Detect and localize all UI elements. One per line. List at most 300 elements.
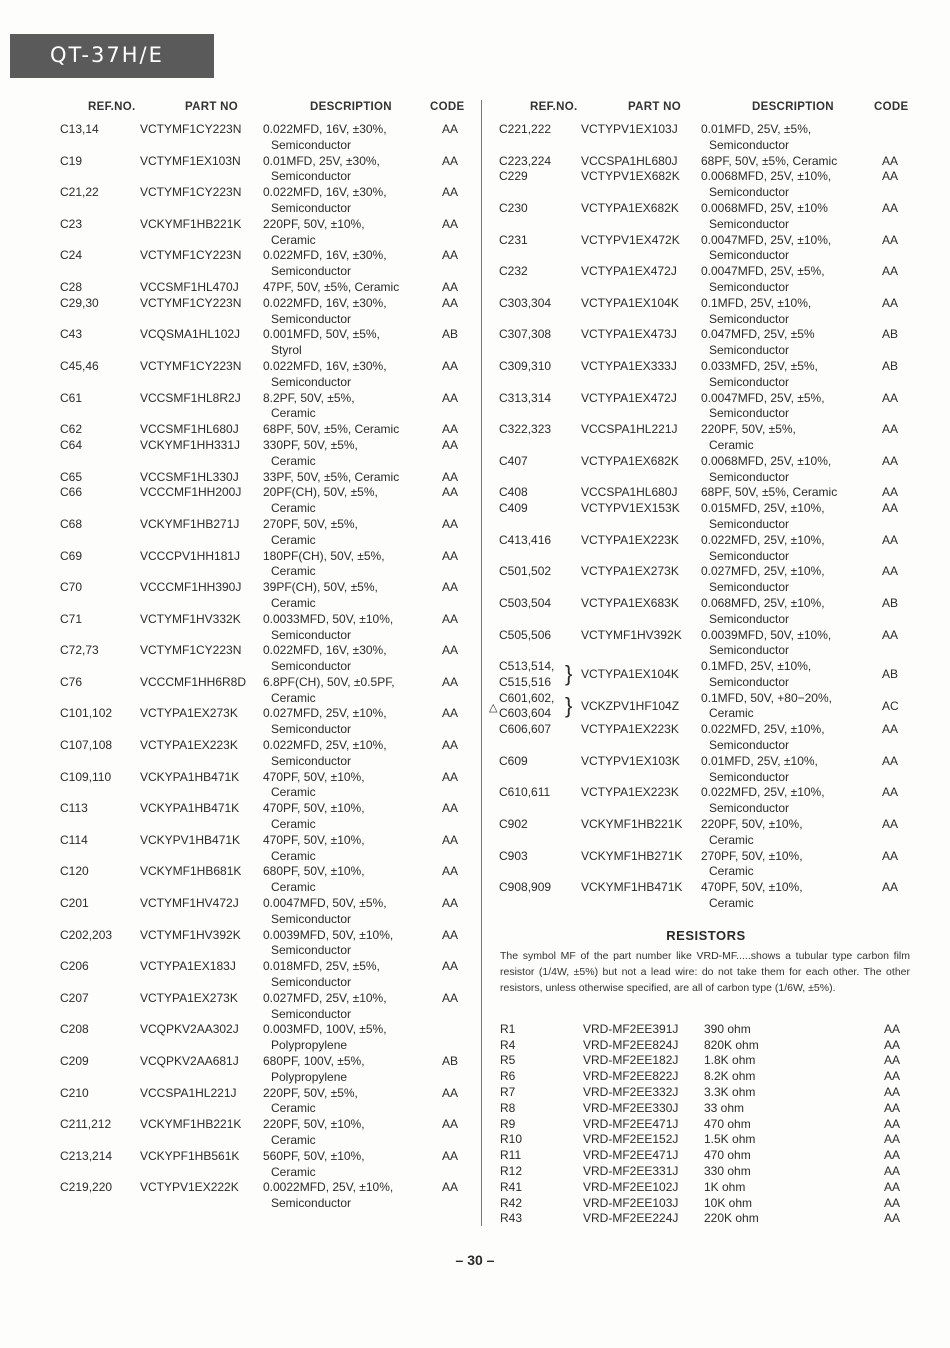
description: 0.0039MFD, 50V, ±10%, — [263, 927, 394, 942]
code: AA — [884, 1148, 901, 1163]
table-row — [58, 1054, 472, 1086]
part-no: VRD-MF2EE391J — [583, 1021, 679, 1036]
part-no: VCCSMF1HL470J — [140, 279, 239, 294]
description: 39PF(CH), 50V, ±5%, — [263, 580, 378, 595]
part-no: VCTYMF1CY223N — [140, 122, 242, 136]
ref-no: R1 — [500, 1021, 516, 1036]
table-row — [496, 659, 916, 691]
description-line2: Ceramic — [271, 690, 316, 705]
description-line2: Semiconductor — [709, 548, 790, 563]
table-row — [58, 896, 472, 928]
part-no: VCKYMF1HB471K — [581, 880, 683, 895]
part-no: VCTYMF1HV392K — [581, 627, 682, 642]
code: AA — [882, 485, 899, 500]
ref-no: C505,506 — [499, 627, 552, 642]
ref-no: R8 — [500, 1100, 516, 1115]
ref-no: C908,909 — [499, 880, 552, 895]
parts-list-right — [489, 122, 916, 912]
description: 470PF, 50V, ±10%, — [701, 880, 803, 895]
description: 0.1MFD, 25V, ±10%, — [701, 659, 812, 674]
model-badge: QT-37H/E — [10, 34, 214, 78]
part-no: VCTYPV1EX103K — [581, 753, 680, 768]
ref-no: C606,607 — [499, 722, 552, 737]
description: 0.027MFD, 25V, ±10%, — [701, 564, 825, 579]
code: AA — [442, 122, 459, 136]
description-line2: Ceramic — [271, 817, 316, 832]
part-no: VCTYPA1EX183J — [140, 959, 236, 974]
ref-no: R7 — [500, 1085, 516, 1100]
table-row — [58, 928, 472, 960]
description: 0.022MFD, 25V, ±10%, — [701, 785, 825, 800]
ref-no: C219,220 — [60, 1180, 113, 1195]
description: 1.8K ohm — [704, 1053, 756, 1068]
description-line2: Semiconductor — [271, 943, 352, 958]
description: 0.022MFD, 16V, ±30%, — [263, 122, 387, 136]
header-desc: DESCRIPTION — [310, 101, 392, 113]
description-line2: Semiconductor — [709, 185, 790, 200]
code: AA — [442, 959, 459, 974]
ref-no: R10 — [500, 1132, 523, 1147]
code: AA — [884, 1164, 901, 1179]
code: AA — [882, 264, 899, 279]
part-no: VCTYMF1EX103N — [140, 153, 241, 168]
code: AA — [442, 674, 459, 689]
part-no: VCTYMF1CY223N — [140, 295, 242, 310]
description: 220PF, 50V, ±10%, — [263, 216, 365, 231]
table-row — [58, 154, 472, 186]
description-line2: Semiconductor — [271, 753, 352, 768]
part-no: VCTYMF1CY223N — [140, 643, 242, 658]
table-row — [58, 296, 472, 328]
table-row — [58, 1117, 472, 1149]
description: 470PF, 50V, ±10%, — [263, 769, 365, 784]
part-no: VRD-MF2EE224J — [583, 1211, 679, 1226]
description-line2: Semiconductor — [709, 406, 790, 421]
part-no: VCCSMF1HL8R2J — [140, 390, 241, 405]
table-row — [58, 517, 472, 549]
table-row — [58, 485, 472, 517]
code: AA — [442, 643, 459, 658]
description: 0.022MFD, 16V, ±30%, — [263, 185, 387, 200]
description: 0.047MFD, 25V, ±5% — [701, 327, 815, 342]
part-no: VRD-MF2EE330J — [583, 1100, 679, 1115]
description: 68PF, 50V, ±5%, Ceramic — [263, 422, 400, 437]
table-row — [58, 738, 472, 770]
part-no: VCTYMF1HV472J — [140, 896, 239, 911]
header-desc: DESCRIPTION — [752, 101, 834, 113]
description: 0.018MFD, 25V, ±5%, — [263, 959, 380, 974]
resistors-list — [496, 1022, 916, 1227]
description-line2: Semiconductor — [271, 627, 352, 642]
part-no: VCTYPA1EX473J — [581, 327, 677, 342]
part-no: VCQPKV2AA302J — [140, 1022, 239, 1037]
table-row — [496, 564, 916, 596]
description-line2: Semiconductor — [709, 516, 790, 531]
description-line2: Ceramic — [271, 880, 316, 895]
description: 0.0047MFD, 25V, ±10%, — [701, 232, 832, 247]
description-line2: Semiconductor — [709, 769, 790, 784]
part-no: VCKYMF1HB221K — [140, 1117, 242, 1132]
description: 0.0068MFD, 25V, ±10%, — [701, 453, 832, 468]
description-line2: Semiconductor — [271, 264, 352, 279]
code: AA — [882, 422, 899, 437]
ref-no: C62 — [60, 422, 83, 437]
table-row — [496, 1117, 916, 1133]
table-row — [58, 1180, 472, 1212]
description: 68PF, 50V, ±5%, Ceramic — [701, 153, 838, 168]
table-row — [58, 643, 472, 675]
ref-no: C609 — [499, 753, 528, 768]
description: 0.027MFD, 25V, ±10%, — [263, 990, 387, 1005]
table-row — [496, 391, 916, 423]
part-no: VCCSPA1HL221J — [140, 1085, 237, 1100]
table-row — [58, 438, 472, 470]
description-line2: Semiconductor — [271, 1196, 352, 1211]
part-no: VCKYPV1HB471K — [140, 832, 241, 847]
code: AB — [882, 667, 899, 682]
code: AB — [442, 327, 459, 342]
table-row — [58, 248, 472, 280]
description: 220PF, 50V, ±10%, — [263, 1117, 365, 1132]
part-no: VCTYPA1EX273K — [140, 990, 238, 1005]
ref-no: C601,602, — [499, 690, 555, 705]
description-line2: Semiconductor — [271, 911, 352, 926]
description-line2: Ceramic — [709, 864, 754, 879]
description: 470 ohm — [704, 1116, 751, 1131]
header-code: CODE — [874, 101, 909, 113]
ref-no: C24 — [60, 248, 83, 263]
code: AA — [882, 295, 899, 310]
ref-no-continued: C515,516 — [499, 674, 552, 689]
code: AC — [882, 698, 899, 713]
table-row — [58, 801, 472, 833]
description: 0.0068MFD, 25V, ±10%, — [701, 169, 832, 184]
part-no: VCCCMF1HH200J — [140, 485, 242, 500]
table-row — [58, 991, 472, 1023]
description: 68PF, 50V, ±5%, Ceramic — [701, 485, 838, 500]
part-no: VCTYMF1CY223N — [140, 358, 242, 373]
table-row — [496, 1085, 916, 1101]
code: AA — [442, 738, 459, 753]
header-part: PART NO — [628, 101, 681, 113]
table-row — [58, 706, 472, 738]
description-line2: Semiconductor — [271, 1006, 352, 1021]
description: 680PF, 50V, ±10%, — [263, 864, 365, 879]
ref-no: C229 — [499, 169, 528, 184]
header-ref: REF.NO. — [88, 101, 136, 113]
parts-column-left — [58, 98, 472, 1212]
ref-no: C207 — [60, 990, 89, 1005]
code: AA — [884, 1021, 901, 1036]
description: 0.0068MFD, 25V, ±10% — [701, 200, 828, 215]
code: AA — [882, 232, 899, 247]
description: 270PF, 50V, ±10%, — [701, 848, 803, 863]
description: 470PF, 50V, ±10%, — [263, 832, 365, 847]
table-row — [496, 264, 916, 296]
code: AA — [442, 1117, 459, 1132]
part-no: VCTYPA1EX223K — [581, 785, 679, 800]
description-line2: Semiconductor — [709, 580, 790, 595]
code: AA — [882, 153, 899, 168]
code: AA — [442, 611, 459, 626]
table-row — [496, 596, 916, 628]
part-no: VCQPKV2AA681J — [140, 1054, 239, 1069]
description: 0.0047MFD, 25V, ±5%, — [701, 390, 825, 405]
ref-no: C209 — [60, 1054, 89, 1069]
part-no: VCKYMF1HB221K — [140, 216, 242, 231]
table-row — [496, 849, 916, 881]
description: 680PF, 100V, ±5%, — [263, 1054, 365, 1069]
part-no: VCQSMA1HL102J — [140, 327, 241, 342]
description: 0.068MFD, 25V, ±10%, — [701, 595, 825, 610]
code: AA — [882, 564, 899, 579]
part-no: VCKZPV1HF104Z — [581, 698, 680, 713]
part-no: VRD-MF2EE152J — [583, 1132, 679, 1147]
code: AA — [442, 896, 459, 911]
table-row — [58, 959, 472, 991]
description: 0.01MFD, 25V, ±10%, — [701, 753, 818, 768]
description: 220PF, 50V, ±5%, — [701, 422, 796, 437]
code: AA — [884, 1132, 901, 1147]
ref-no: C76 — [60, 674, 83, 689]
table-row — [496, 785, 916, 817]
table-row — [496, 1053, 916, 1069]
part-no: VCTYPA1EX104K — [581, 667, 679, 682]
part-no: VCTYPA1EX223K — [581, 722, 679, 737]
description-line2: Semiconductor — [709, 311, 790, 326]
table-row — [496, 1132, 916, 1148]
ref-no: R43 — [500, 1211, 523, 1226]
ref-no: R12 — [500, 1164, 523, 1179]
table-header — [58, 98, 472, 122]
code: AA — [442, 295, 459, 310]
description-line2: Ceramic — [271, 1101, 316, 1116]
part-no: VCTYPA1EX472J — [581, 390, 677, 405]
ref-no: C69 — [60, 548, 83, 563]
ref-no: C71 — [60, 611, 83, 626]
description: 0.027MFD, 25V, ±10%, — [263, 706, 387, 721]
ref-no: C903 — [499, 848, 528, 863]
description: 0.01MFD, 25V, ±5%, — [701, 122, 812, 136]
ref-no: C503,504 — [499, 595, 552, 610]
code: AA — [442, 390, 459, 405]
table-row — [496, 1211, 916, 1227]
code: AA — [442, 548, 459, 563]
description-line2: Ceramic — [271, 532, 316, 547]
table-row — [58, 185, 472, 217]
description: 0.0033MFD, 50V, ±10%, — [263, 611, 394, 626]
part-no: VCCCMF1HH6R8D — [140, 674, 247, 689]
table-row — [496, 754, 916, 786]
ref-no: C221,222 — [499, 122, 552, 136]
header-part: PART NO — [185, 101, 238, 113]
table-row — [496, 485, 916, 501]
table-row — [496, 154, 916, 170]
part-no: VRD-MF2EE824J — [583, 1037, 679, 1052]
table-row — [58, 864, 472, 896]
part-no: VCKYMF1HB271J — [140, 516, 240, 531]
table-row — [496, 359, 916, 391]
ref-no: C21,22 — [60, 185, 99, 200]
code: AA — [442, 864, 459, 879]
code: AA — [882, 817, 899, 832]
part-no: VCCSMF1HL330J — [140, 469, 239, 484]
code: AA — [884, 1069, 901, 1084]
part-no: VCTYPA1EX682K — [581, 200, 679, 215]
table-row — [496, 501, 916, 533]
description: 220K ohm — [704, 1211, 759, 1226]
ref-no-continued: C603,604 — [499, 706, 552, 721]
description: 20PF(CH), 50V, ±5%, — [263, 485, 378, 500]
code: AA — [884, 1211, 901, 1226]
table-row — [58, 327, 472, 359]
ref-no: R9 — [500, 1116, 516, 1131]
parts-column-right — [489, 98, 916, 1227]
part-no: VCTYPV1EX103J — [581, 122, 678, 136]
code: AB — [882, 358, 899, 373]
table-row — [496, 1069, 916, 1085]
description-line2: Semiconductor — [709, 469, 790, 484]
description: 3.3K ohm — [704, 1085, 756, 1100]
description: 0.022MFD, 16V, ±30%, — [263, 295, 387, 310]
table-row — [58, 549, 472, 581]
part-no: VCCSPA1HL221J — [581, 422, 678, 437]
description-line2: Ceramic — [709, 896, 754, 911]
code: AA — [442, 990, 459, 1005]
code: AA — [882, 627, 899, 642]
code: AA — [442, 248, 459, 263]
description-line2: Semiconductor — [271, 722, 352, 737]
part-no: VCTYPA1EX682K — [581, 453, 679, 468]
ref-no: C513,514, — [499, 659, 555, 674]
table-row — [58, 1022, 472, 1054]
description-line2: Semiconductor — [709, 279, 790, 294]
table-row — [496, 422, 916, 454]
ref-no: C13,14 — [60, 122, 99, 136]
table-row — [496, 169, 916, 201]
ref-no: C213,214 — [60, 1148, 113, 1163]
ref-no: C107,108 — [60, 738, 113, 753]
description: 330 ohm — [704, 1164, 751, 1179]
description-line2: Semiconductor — [709, 248, 790, 263]
code: AB — [882, 327, 899, 342]
part-no: VCCCMF1HH390J — [140, 580, 242, 595]
ref-no: R4 — [500, 1037, 516, 1052]
description-line2: Semiconductor — [271, 137, 352, 152]
code: AA — [442, 358, 459, 373]
code: AA — [442, 185, 459, 200]
code: AA — [882, 753, 899, 768]
code: AA — [442, 485, 459, 500]
description: 0.0047MFD, 50V, ±5%, — [263, 896, 387, 911]
description: 10K ohm — [704, 1195, 753, 1210]
description: 0.0047MFD, 25V, ±5%, — [701, 264, 825, 279]
description: 0.1MFD, 50V, +80−20%, — [701, 690, 832, 705]
description: 220PF, 50V, ±5%, — [263, 1085, 358, 1100]
part-no: VCTYPV1EX472K — [581, 232, 680, 247]
ref-no: C303,304 — [499, 295, 552, 310]
part-no: VCTYPV1EX153K — [581, 501, 680, 516]
description: 0.015MFD, 25V, ±10%, — [701, 501, 825, 516]
code: AA — [442, 769, 459, 784]
code: AA — [442, 801, 459, 816]
description-line2: Ceramic — [271, 453, 316, 468]
ref-no: C610,611 — [499, 785, 551, 800]
part-no: VCTYMF1CY223N — [140, 185, 242, 200]
description-line2: Polypropylene — [271, 1038, 348, 1053]
part-no: VRD-MF2EE102J — [583, 1179, 679, 1194]
code: AA — [882, 200, 899, 215]
description: 470 ohm — [704, 1148, 751, 1163]
ref-no: C501,502 — [499, 564, 552, 579]
parts-list-left — [58, 122, 472, 1212]
description-line2: Styrol — [271, 343, 302, 358]
ref-no: C322,323 — [499, 422, 552, 437]
description-line2: Ceramic — [271, 564, 316, 579]
part-no: VCTYPA1EX333J — [581, 358, 677, 373]
ref-no: C114 — [60, 832, 88, 847]
code: AA — [884, 1085, 901, 1100]
page-number: – 30 – — [455, 1252, 495, 1268]
description-line2: Ceramic — [271, 595, 316, 610]
header-ref: REF.NO. — [530, 101, 578, 113]
code: AA — [884, 1100, 901, 1115]
bracket-icon: } — [565, 692, 573, 718]
table-row — [58, 612, 472, 644]
resistors-note: The symbol MF of the part number like VRD-MF.....shows a tubular type carbon film resistor (1/4W, ±5%) but not a lead wire: do not take them for each other. The other resistors, unless otherwise specified, are all of carbon type (1/6W, ±5%). — [500, 949, 910, 994]
description: 8.2K ohm — [704, 1069, 756, 1084]
ref-no: C313,314 — [499, 390, 552, 405]
description: 0.022MFD, 25V, ±10%, — [263, 738, 387, 753]
code: AA — [442, 1148, 459, 1163]
ref-no: C409 — [499, 501, 528, 516]
table-row — [496, 722, 916, 754]
description: 180PF(CH), 50V, ±5%, — [263, 548, 385, 563]
ref-no: R6 — [500, 1069, 516, 1084]
ref-no: C211,212 — [60, 1117, 112, 1132]
table-row — [58, 1149, 472, 1181]
ref-no: C120 — [60, 864, 89, 879]
part-no: VCTYPV1EX222K — [140, 1180, 239, 1195]
description: 270PF, 50V, ±5%, — [263, 516, 358, 531]
table-row — [496, 533, 916, 565]
description: 0.022MFD, 16V, ±30%, — [263, 643, 387, 658]
ref-no: C65 — [60, 469, 83, 484]
table-row — [58, 675, 472, 707]
part-no: VRD-MF2EE103J — [583, 1195, 679, 1210]
description-line2: Ceramic — [271, 501, 316, 516]
table-row — [58, 1086, 472, 1118]
part-no: VCKYMF1HH331J — [140, 437, 241, 452]
table-row — [58, 280, 472, 296]
ref-no: C61 — [60, 390, 83, 405]
ref-no: C43 — [60, 327, 83, 342]
part-no: VCKYMF1HB681K — [140, 864, 242, 879]
ref-no: C206 — [60, 959, 89, 974]
code: AA — [884, 1053, 901, 1068]
ref-no: C201 — [60, 896, 89, 911]
ref-no: R11 — [500, 1148, 522, 1163]
ref-no: C28 — [60, 279, 83, 294]
ref-no: R41 — [500, 1179, 523, 1194]
code: AB — [442, 1054, 459, 1069]
description: 0.0039MFD, 50V, ±10%, — [701, 627, 832, 642]
code: AA — [882, 532, 899, 547]
table-row — [489, 690, 916, 723]
description: 0.022MFD, 25V, ±10%, — [701, 532, 825, 547]
resistors-title: RESISTORS — [666, 927, 746, 943]
table-row — [496, 327, 916, 359]
